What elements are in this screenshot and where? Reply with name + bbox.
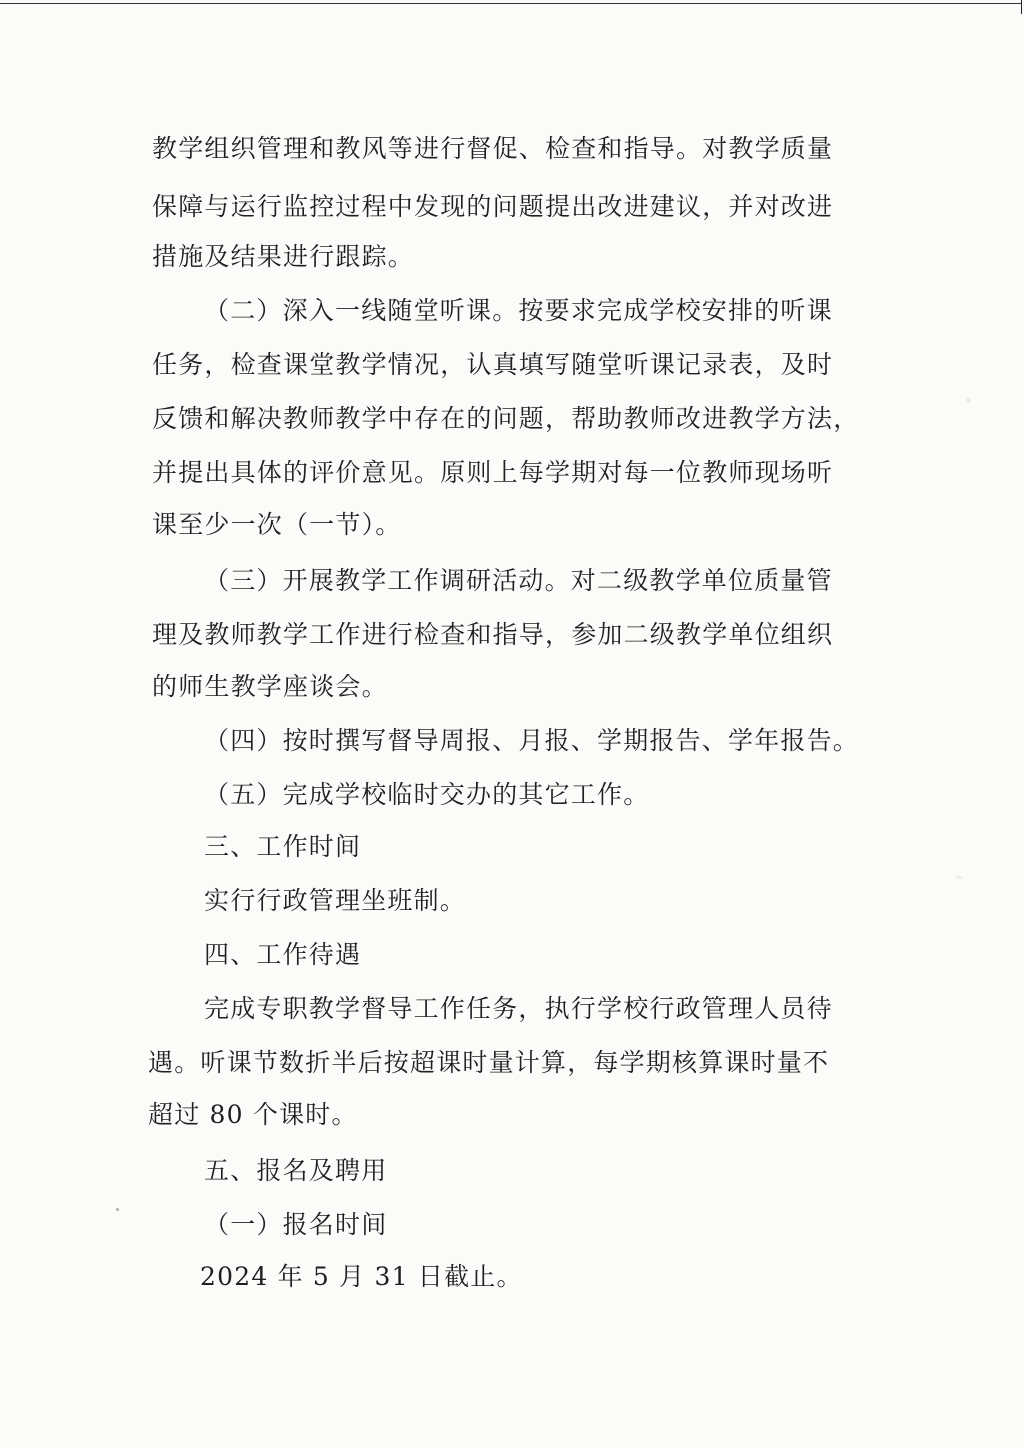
body-line: 理及教师教学工作进行检查和指导，参加二级教学单位组织: [152, 620, 834, 649]
body-line: 教学组织管理和教风等进行督促、检查和指导。对教学质量: [152, 134, 834, 163]
body-line: 2024 年 5 月 31 日截止。: [200, 1262, 523, 1291]
body-line: （五）完成学校临时交办的其它工作。: [204, 780, 650, 809]
body-line: （四）按时撰写督导周报、月报、学期报告、学年报告。: [204, 726, 860, 755]
body-line: 实行行政管理坐班制。: [204, 886, 467, 915]
body-line: （三）开展教学工作调研活动。对二级教学单位质量管: [204, 566, 833, 595]
body-line: 的师生教学座谈会。: [152, 672, 388, 701]
section-heading: 四、工作待遇: [204, 940, 362, 969]
scan-speck: [116, 1208, 119, 1211]
body-line: （二）深入一线随堂听课。按要求完成学校安排的听课: [204, 296, 833, 325]
section-heading: 三、工作时间: [204, 832, 362, 861]
body-line: 完成专职教学督导工作任务，执行学校行政管理人员待: [204, 994, 833, 1023]
body-line: 保障与运行监控过程中发现的问题提出改进建议，并对改进: [152, 192, 834, 221]
body-line: 超过 80 个课时。: [148, 1100, 358, 1129]
scan-speck: [956, 876, 962, 879]
body-line: 措施及结果进行跟踪。: [152, 242, 415, 271]
body-line: 任务，检查课堂教学情况，认真填写随堂听课记录表，及时: [152, 350, 834, 379]
scan-corner-mark: [1021, 0, 1022, 14]
body-line: 课至少一次（一节）。: [152, 510, 402, 539]
section-heading: 五、报名及聘用: [204, 1156, 388, 1185]
body-line: 并提出具体的评价意见。原则上每学期对每一位教师现场听: [152, 458, 834, 487]
scan-speck: [966, 398, 971, 403]
body-line: 遇。听课节数折半后按超课时量计算，每学期核算课时量不: [148, 1048, 830, 1077]
scan-top-border: [0, 3, 1022, 4]
body-line: 反馈和解决教师教学中存在的问题，帮助教师改进教学方法，: [152, 404, 860, 433]
body-line: （一）报名时间: [204, 1210, 388, 1239]
